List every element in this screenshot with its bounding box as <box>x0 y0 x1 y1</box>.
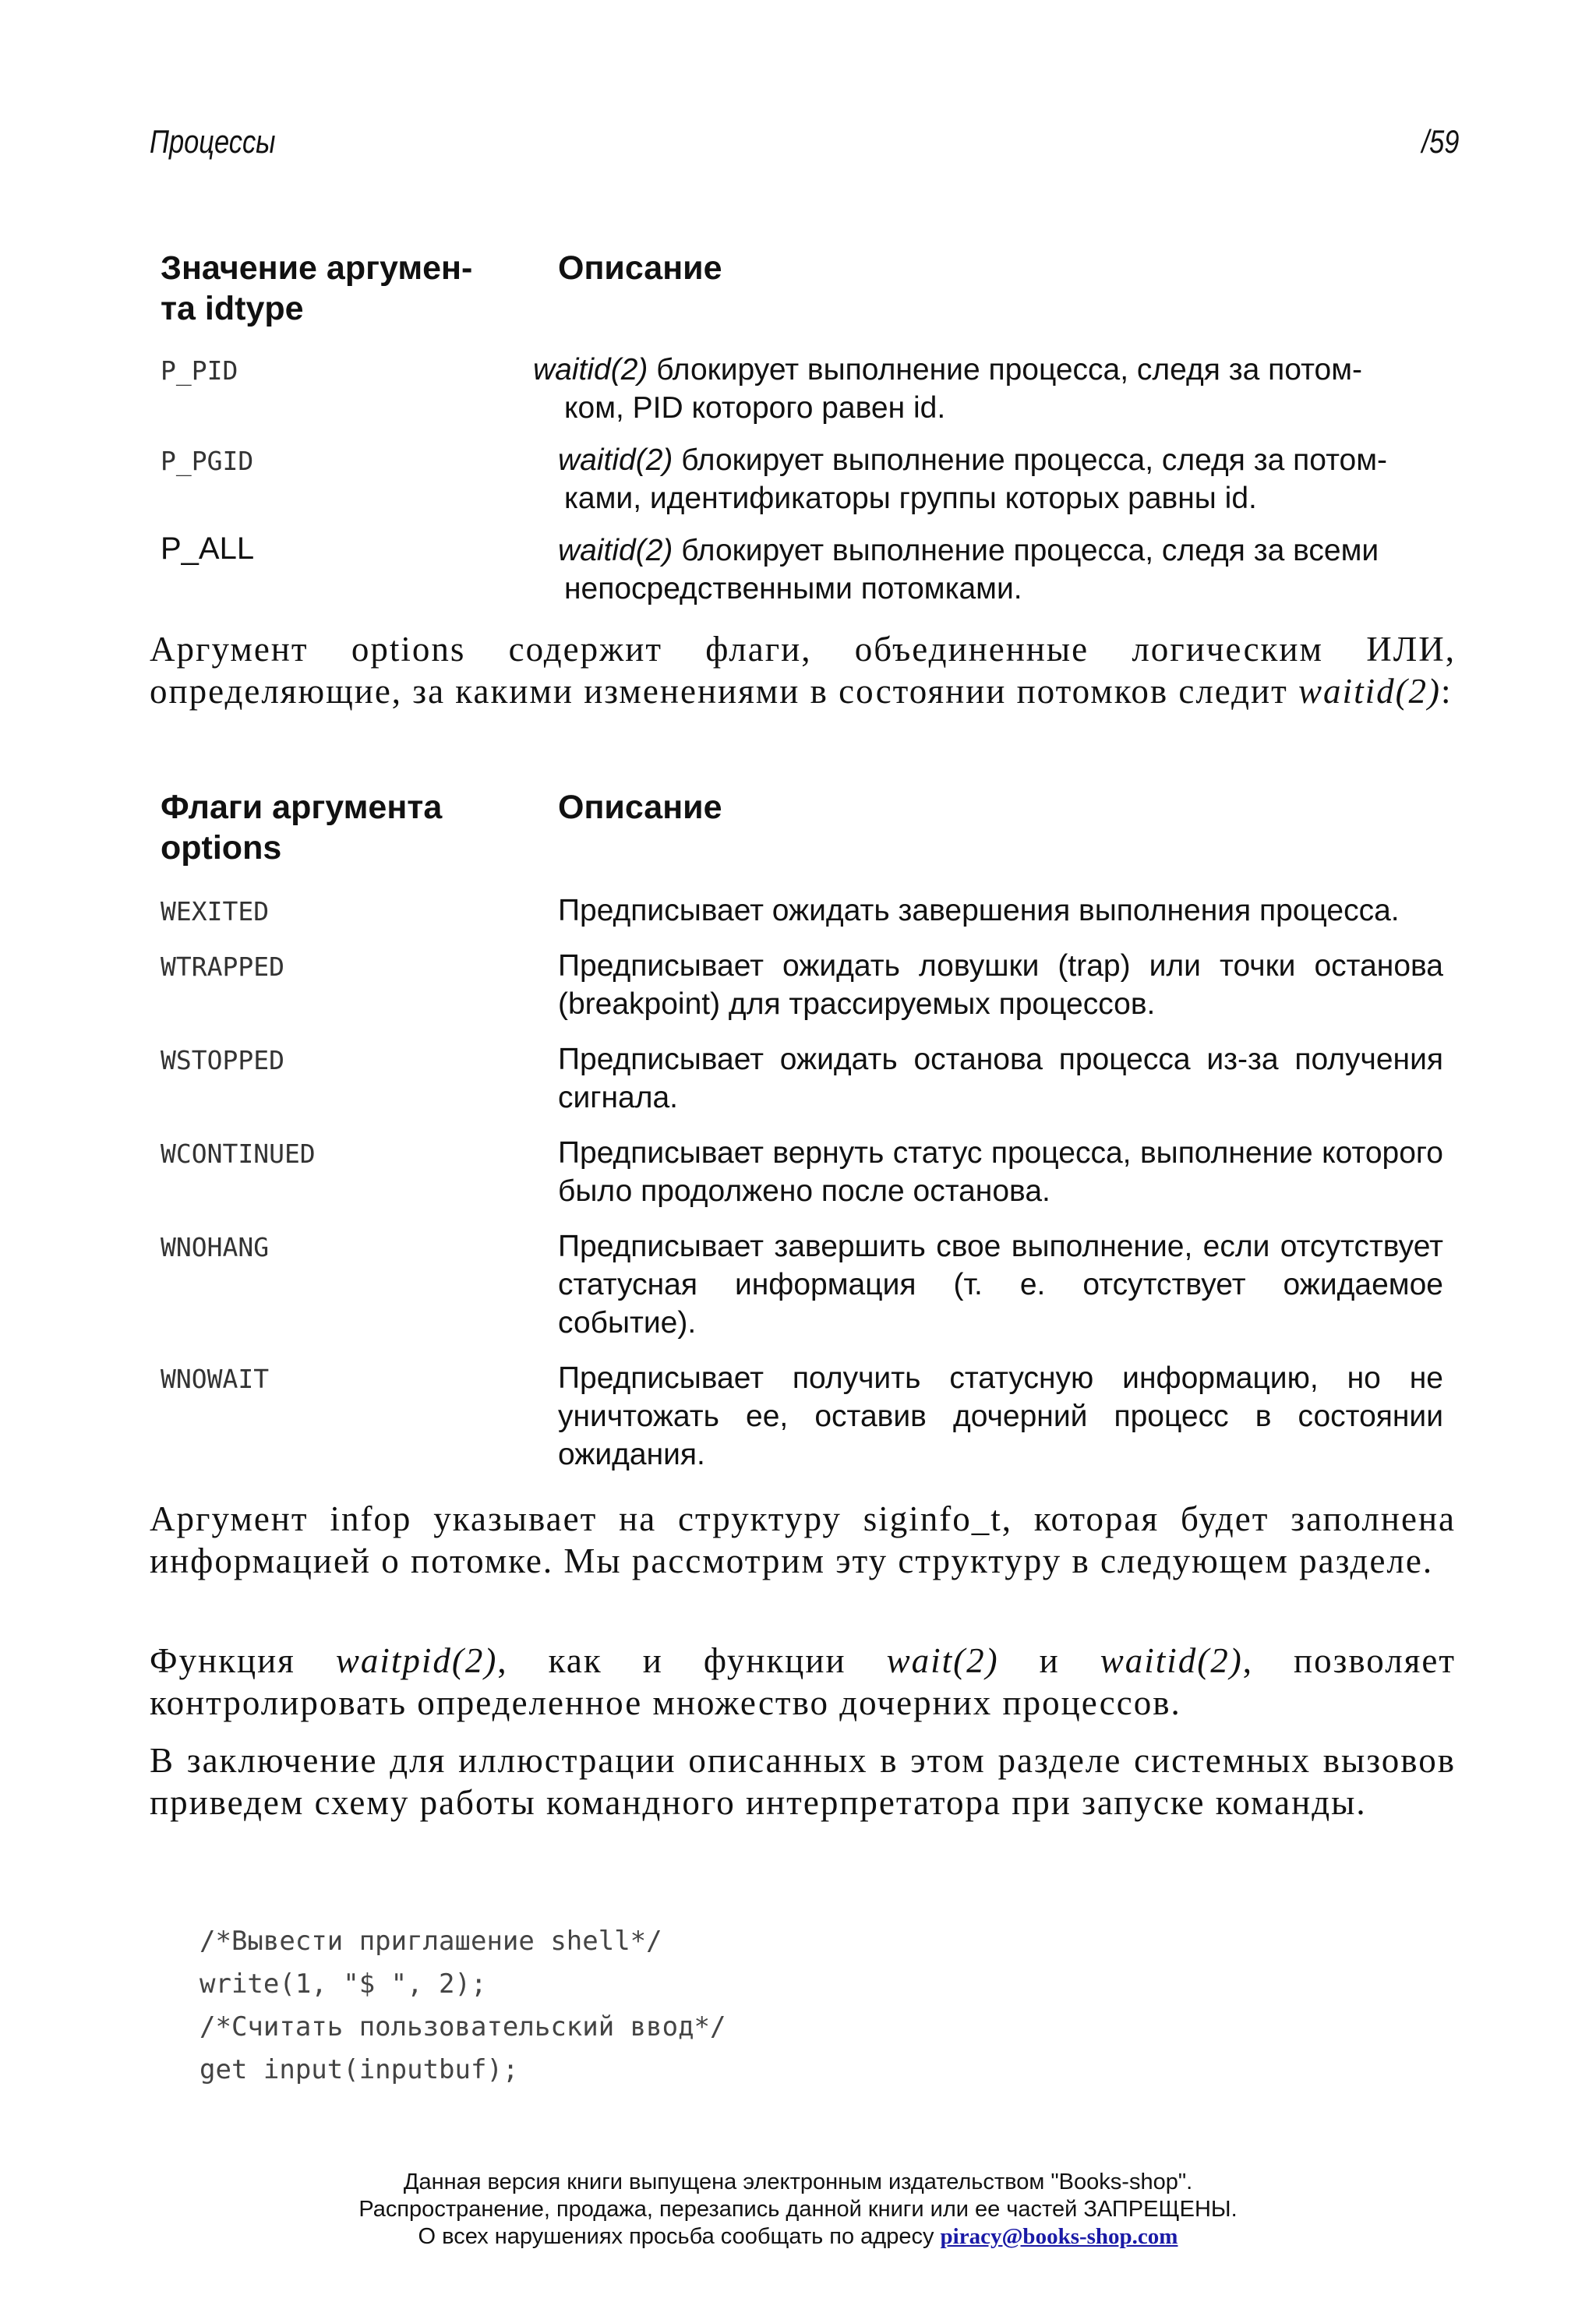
function-name: waitid(2) <box>1100 1641 1243 1680</box>
option-flag: WEXITED <box>161 896 270 927</box>
paragraph-infop: Аргумент infop указывает на структуру siginfo_t, которая будет заполнена информацией о потомке. Мы рассмотрим эту структуру в следующем разделе. <box>150 1499 1456 1580</box>
code-line: /*Вывести приглашение shell*/ <box>200 1926 662 1957</box>
idtype-value: P_PGID <box>161 446 254 476</box>
option-desc: Предписывает ожидать завершения выполнения процесса. <box>558 894 1400 927</box>
option-desc: Предписывает получить статусную информацию, но не уничтожать ее, оставив дочерний процесс в состоянии ожидания. <box>558 1361 1443 1471</box>
idtype-desc: waitid(2) блокирует выполнение процесса, следя за потом- ком, PID которого равен id. <box>533 353 1362 425</box>
running-title: Процессы <box>150 123 276 160</box>
email-link[interactable]: piracy@books-shop.com <box>940 2224 1178 2249</box>
idtype-desc: waitid(2) блокирует выполнение процесса, следя за потом- ками, идентификаторы группы которых равны id. <box>558 443 1387 515</box>
code-line: get input(inputbuf); <box>200 2054 519 2085</box>
options-col1-header: Флаги аргумента options <box>161 789 443 867</box>
page-number: /59 <box>1421 123 1459 160</box>
option-flag: WNOWAIT <box>161 1364 270 1394</box>
option-desc: Предписывает ожидать ловушки (trap) или точки останова (breakpoint) для трассируемых процессов. <box>558 949 1443 1021</box>
idtype-value: P_ALL <box>161 531 255 566</box>
table-row <box>161 351 1443 427</box>
options-table-header <box>161 787 1443 868</box>
function-name: wait(2) <box>886 1641 999 1680</box>
table-row <box>161 1040 1443 1117</box>
table-row <box>161 531 1443 608</box>
option-flag: WCONTINUED <box>161 1139 316 1169</box>
option-desc: Предписывает вернуть статус процесса, выполнение которого было продолжено после останова. <box>558 1136 1443 1208</box>
function-name: waitid(2) <box>558 443 673 477</box>
publisher-footer <box>0 2169 1596 2251</box>
code-line: /*Считать пользовательский ввод*/ <box>200 2011 726 2042</box>
option-desc: Предписывает ожидать останова процесса из-за получения сигнала. <box>558 1043 1443 1114</box>
function-name: waitid(2) <box>1298 672 1442 711</box>
table-row <box>161 891 1443 930</box>
function-name: waitid(2) <box>558 534 673 567</box>
idtype-desc: waitid(2) блокирует выполнение процесса, следя за всеми непосредственными потомками. <box>558 534 1379 606</box>
options-table <box>161 787 1443 1474</box>
footer-line-3: О всех нарушениях просьба сообщать по адресу piracy@books-shop.com <box>418 2224 1178 2249</box>
option-flag: WTRAPPED <box>161 952 284 982</box>
footer-line-2: Распространение, продажа, перезапись данной книги или ее частей ЗАПРЕЩЕНЫ. <box>358 2197 1238 2222</box>
code-listing <box>200 1920 726 2092</box>
code-line: write(1, "$ ", 2); <box>200 1968 487 2000</box>
table-row <box>161 1359 1443 1474</box>
footer-line-1: Данная версия книги выпущена электронным издательством "Books-shop". <box>403 2170 1193 2194</box>
option-flag: WNOHANG <box>161 1232 270 1262</box>
idtype-value: P_PID <box>161 355 238 386</box>
option-flag: WSTOPPED <box>161 1045 284 1075</box>
function-name: waitpid(2) <box>335 1641 498 1680</box>
idtype-col1-header: Значение аргумен- та idtype <box>161 249 473 327</box>
table-row <box>161 441 1443 517</box>
function-name: waitid(2) <box>533 353 648 387</box>
options-col2-header: Описание <box>558 789 722 826</box>
table-row <box>161 1227 1443 1342</box>
idtype-col2-header: Описание <box>558 249 722 287</box>
table-row <box>161 947 1443 1023</box>
idtype-table <box>161 248 1443 608</box>
table-row <box>161 1134 1443 1210</box>
idtype-table-header <box>161 248 1443 329</box>
paragraph-waitpid: Функция waitpid(2), как и функции wait(2) и waitid(2), позволяет контролировать определенное множество дочерних процессов. <box>150 1641 1456 1722</box>
paragraph-conclusion: В заключение для иллюстрации описанных в этом разделе системных вызовов приведем схему работы командного интерпретатора при запуске команды. <box>150 1741 1456 1822</box>
paragraph-options: Аргумент options содержит флаги, объединенные логическим ИЛИ, определяющие, за какими изменениями в состоянии потомков следит waitid(2): <box>150 630 1456 711</box>
option-desc: Предписывает завершить свое выполнение, если отсутствует статусная информация (т. е. отсутствует ожидаемое событие). <box>558 1230 1443 1340</box>
